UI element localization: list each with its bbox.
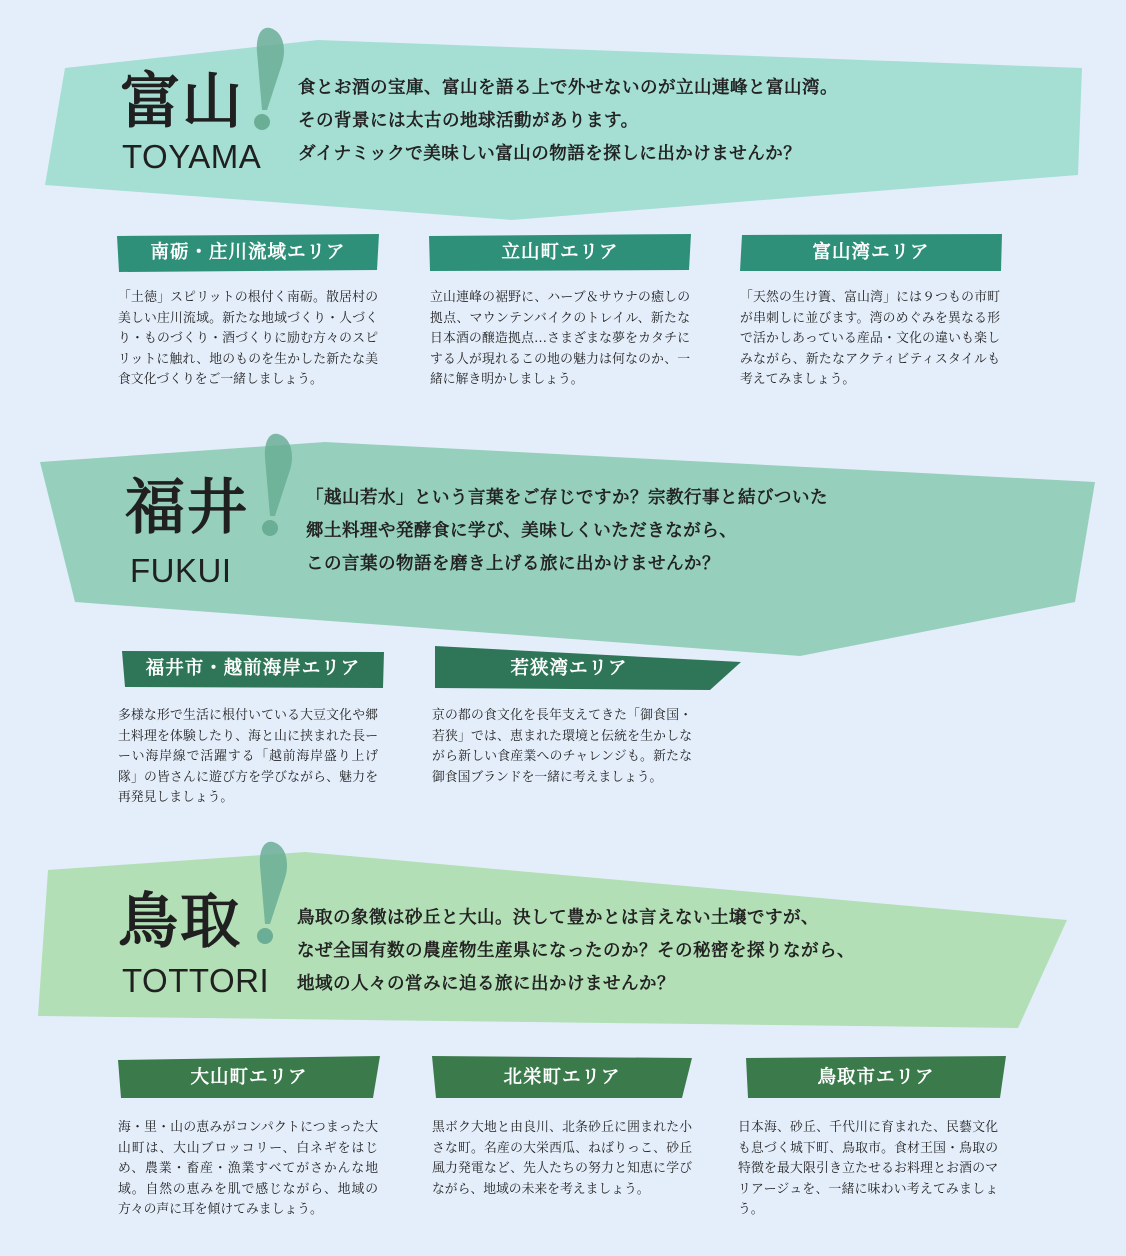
area-description: 海・里・山の恵みがコンパクトにつまった大山町は、大山ブロッコリー、白ネギをはじめ、農業・畜産・漁業すべてがさかんな地域。自然の恵みを肌で感じながら、地域の方々の声に耳を傾けてみましょう。	[118, 1120, 378, 1217]
intro-line: 「越山若水」という言葉をご存じですか？宗教行事と結びついた	[306, 488, 828, 508]
area-description: 日本海、砂丘、千代川に育まれた、民藝文化も息づく城下町、鳥取市。食材王国・鳥取の特徴を最大限引き立たせるお料理とお酒のマリアージュを、一緒に味わい考えてみましょう。	[738, 1120, 998, 1217]
fukui-kanji-title: 福井	[125, 473, 249, 543]
exclamation-icon	[243, 836, 293, 946]
area-tag-tateyama: 立山町エリア	[429, 234, 691, 274]
intro-line: なぜ全国有数の農産物生産県になったのか？その秘密を探りながら、	[297, 941, 855, 961]
intro-line: ダイナミックで美味しい富山の物語を探しに出かけませんか？	[298, 144, 802, 164]
tottori-section	[0, 830, 1126, 1256]
area-description: 黒ボク大地と由良川、北条砂丘に囲まれた小さな町。名産の大栄西瓜、ねばりっこ、砂丘風力発電など、先人たちの努力と知恵に学びながら、地域の未来を考えましょう。	[432, 1120, 692, 1197]
tottori-kanji-title: 鳥取	[118, 887, 242, 957]
area-tag-nanto: 南砺・庄川流域エリア	[117, 234, 379, 274]
intro-line: 鳥取の象徴は砂丘と大山。決して豊かとは言えない土壌ですが、	[297, 908, 819, 928]
tottori-roman-title: TOTTORI	[122, 962, 270, 999]
intro-line: 食とお酒の宝庫、富山を語る上で外せないのが立山連峰と富山湾。	[298, 78, 838, 98]
area-description: 「土徳」スピリットの根付く南砺。散居村の美しい庄川流域。新たな地域づくり・人づくり・ものづくり・酒づくりに励む方々のスピリットに触れ、地のものを生かした新たな美食文化づくりをご一緒しましょう。	[118, 290, 378, 387]
tottori-intro	[297, 902, 855, 1001]
toyama-kanji-title: 富山	[120, 67, 244, 137]
intro-line: その背景には太古の地球活動があります。	[298, 111, 639, 131]
area-description: 京の都の食文化を長年支えてきた「御食国・若狭」では、恵まれた環境と伝統を生かしながら新しい食産業へのチャレンジも。新たな御食国ブランドを一緒に考えましょう。	[432, 708, 692, 785]
area-description: 「天然の生け簀、富山湾」には９つもの市町が串刺しに並びます。湾のめぐみを異なる形で活かしあっている産品・文化の違いも楽しみながら、新たなアクティビティスタイルも考えてみましょう。	[740, 290, 1000, 387]
exclamation-icon	[240, 22, 290, 132]
exclamation-icon	[248, 428, 298, 538]
area-tag-toyama-bay: 富山湾エリア	[740, 234, 1002, 274]
fukui-section	[0, 420, 1126, 830]
area-description: 多様な形で生活に根付いている大豆文化や郷土料理を体験したり、海と山に挟まれた長ーーい海岸線で活躍する「越前海岸盛り上げ隊」の皆さんに遊び方を学びながら、魅力を再発見しましょう。	[118, 708, 378, 805]
fukui-roman-title: FUKUI	[130, 552, 232, 589]
toyama-roman-title: TOYAMA	[122, 138, 262, 175]
area-tag-tottori-city: 鳥取市エリア	[746, 1056, 1006, 1100]
intro-line: この言葉の物語を磨き上げる旅に出かけませんか？	[306, 554, 720, 574]
area-tag-wakasa-bay: 若狭湾エリア	[435, 646, 743, 692]
fukui-intro	[306, 482, 828, 581]
area-tag-fukui-echizen: 福井市・越前海岸エリア	[122, 650, 384, 690]
intro-line: 郷土料理や発酵食に学び、美味しくいただきながら、	[306, 521, 738, 541]
area-description: 立山連峰の裾野に、ハーブ＆サウナの癒しの拠点、マウンテンバイクのトレイル、新たな日本酒の醸造拠点…さまざまな夢をカタチにする人が現れるこの地の魅力は何なのか、一緒に解き明かしましょう。	[430, 290, 690, 387]
area-tag-hokuei: 北栄町エリア	[432, 1056, 692, 1100]
toyama-section	[0, 0, 1126, 420]
toyama-intro	[298, 72, 838, 171]
area-tag-daisen: 大山町エリア	[118, 1056, 380, 1100]
intro-line: 地域の人々の営みに迫る旅に出かけませんか？	[297, 974, 675, 994]
